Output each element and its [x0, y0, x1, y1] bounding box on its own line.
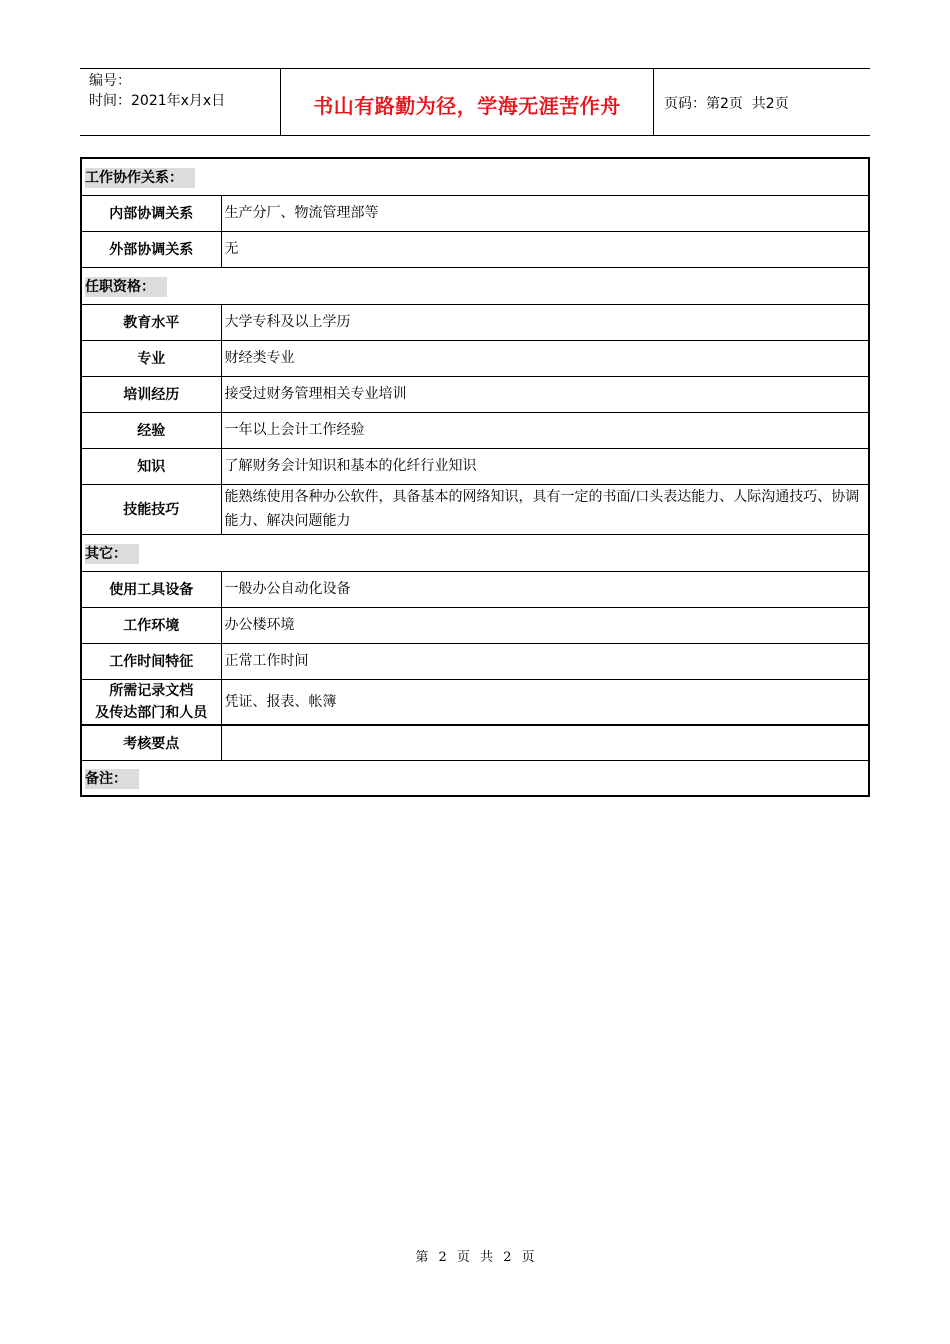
table-row [81, 304, 869, 340]
header-page-info [654, 69, 870, 135]
section-qualifications [81, 267, 869, 304]
section-row [81, 158, 869, 195]
section-others [81, 534, 869, 571]
row-label: 内部协调关系 [81, 195, 221, 231]
section-notes [81, 761, 869, 796]
table-row [81, 376, 869, 412]
header-meta [80, 69, 281, 135]
table-row [81, 571, 869, 607]
row-label: 考核要点 [81, 725, 221, 761]
table-row [81, 643, 869, 679]
table-row [81, 679, 869, 725]
section-collaboration [81, 158, 869, 195]
row-value: 财经类专业 [221, 340, 869, 376]
section-row [81, 267, 869, 304]
section-title: 备注： [85, 769, 139, 789]
section-row [81, 534, 869, 571]
section-title: 其它： [85, 544, 139, 564]
row-label: 专业 [81, 340, 221, 376]
row-value: 凭证、报表、帐簿 [221, 679, 869, 725]
page-info-text: 页码：第2页 共2页 [664, 96, 789, 112]
table-row [81, 607, 869, 643]
row-label: 外部协调关系 [81, 231, 221, 267]
table-row [81, 231, 869, 267]
row-label: 工作环境 [81, 607, 221, 643]
section-row [81, 761, 869, 796]
document-number-label: 编号： [89, 73, 131, 89]
row-value: 一般办公自动化设备 [221, 571, 869, 607]
row-value: 接受过财务管理相关专业培训 [221, 376, 869, 412]
row-label-line: 所需记录文档 [109, 682, 194, 699]
row-value: 大学专科及以上学历 [221, 304, 869, 340]
page-footer: 第 2 页 共 2 页 [415, 1250, 535, 1265]
row-value: 生产分厂、物流管理部等 [221, 195, 869, 231]
row-label: 知识 [81, 448, 221, 484]
table-row [81, 340, 869, 376]
table-row [81, 484, 869, 534]
row-label: 技能技巧 [81, 484, 221, 534]
row-value: 了解财务会计知识和基本的化纤行业知识 [221, 448, 869, 484]
row-label: 教育水平 [81, 304, 221, 340]
row-label: 经验 [81, 412, 221, 448]
row-label: 工作时间特征 [81, 643, 221, 679]
section-title: 工作协作关系： [85, 168, 195, 188]
table-row [81, 725, 869, 761]
row-value: 能熟练使用各种办公软件，具备基本的网络知识，具有一定的书面/口头表达能力、人际沟通技巧、协调能力、解决问题能力 [221, 484, 869, 534]
row-label: 培训经历 [81, 376, 221, 412]
row-value: 办公楼环境 [221, 607, 869, 643]
page-header [80, 68, 870, 136]
job-description-table [80, 157, 870, 797]
table-row [81, 448, 869, 484]
row-value [221, 725, 869, 761]
row-label: 使用工具设备 [81, 571, 221, 607]
document-time-label: 时间：2021年x月x日 [89, 93, 226, 109]
row-value: 无 [221, 231, 869, 267]
row-value: 一年以上会计工作经验 [221, 412, 869, 448]
header-motto: 书山有路勤为径，学海无涯苦作舟 [281, 69, 654, 135]
row-value: 正常工作时间 [221, 643, 869, 679]
row-label [81, 679, 221, 725]
table-row [81, 412, 869, 448]
row-label-line: 及传达部门和人员 [95, 704, 208, 721]
table-row [81, 195, 869, 231]
section-title: 任职资格： [85, 277, 167, 297]
